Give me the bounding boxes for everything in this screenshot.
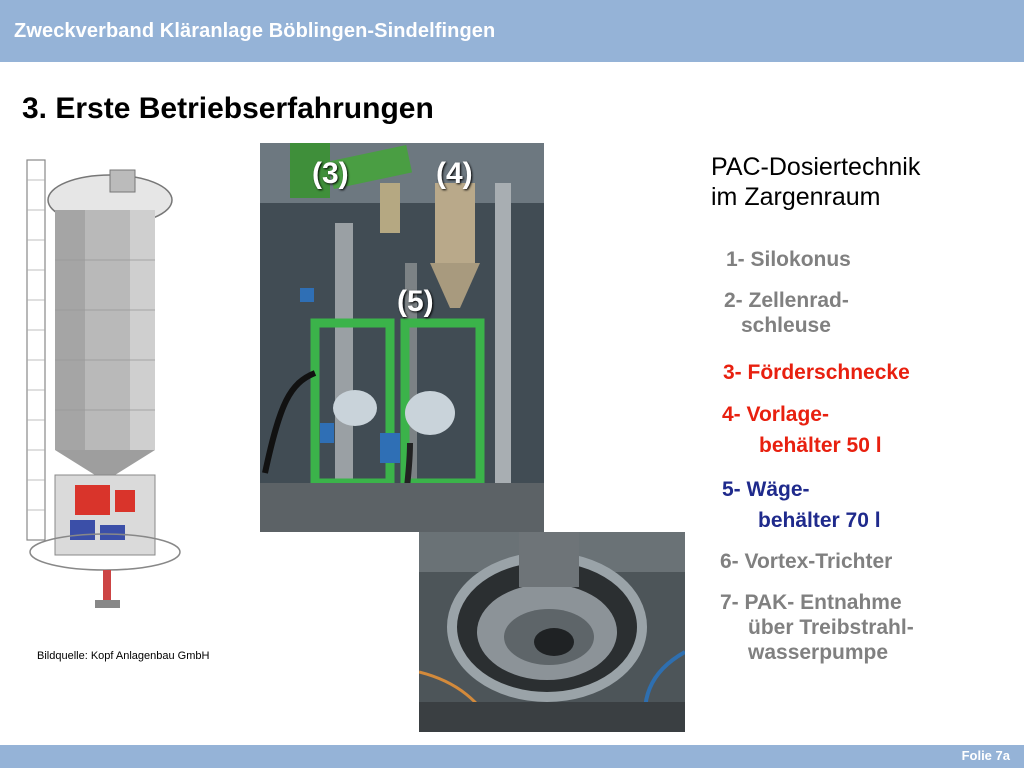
- right-panel-heading: [711, 152, 920, 212]
- legend-item-2-line1: 2- Zellenrad-: [724, 289, 849, 312]
- legend-item-7: [720, 590, 914, 665]
- legend-item-6: [720, 549, 892, 574]
- legend-item-6-text: 6- Vortex-Trichter: [720, 550, 893, 573]
- photo-label-4: (4): [436, 157, 473, 190]
- legend-item-2-line2: schleuse: [741, 314, 831, 337]
- photo-label-3: (3): [312, 157, 349, 190]
- legend-item-3-text: 3- Förderschnecke: [723, 361, 910, 384]
- legend-item-7-line3: wasserpumpe: [748, 641, 889, 664]
- legend-item-5: [722, 477, 881, 533]
- right-heading-line1: PAC-Dosiertechnik: [711, 153, 921, 181]
- image-source-caption: Bildquelle: Kopf Anlagenbau GmbH: [37, 650, 210, 662]
- header-title: Zweckverband Kläranlage Böblingen-Sindelfingen: [14, 20, 496, 42]
- legend-item-3: [723, 360, 910, 385]
- header-bar: [0, 0, 1024, 62]
- legend-item-7-line1: 7- PAK- Entnahme: [720, 591, 902, 614]
- legend-item-4-line1: 4- Vorlage-: [722, 403, 829, 426]
- legend-item-5-line1: 5- Wäge-: [722, 478, 810, 501]
- silo-rendering-image: [15, 140, 190, 615]
- dosing-equipment-photo: [260, 143, 544, 532]
- legend-item-7-line2: über Treibstrahl-: [748, 616, 914, 639]
- legend-item-1-text: 1- Silokonus: [726, 248, 851, 271]
- legend-item-4-line2: behälter 50 l: [759, 434, 882, 457]
- slide-number: Folie 7a: [961, 748, 1010, 763]
- legend-item-1: [726, 247, 851, 272]
- legend-item-4: [722, 402, 882, 458]
- vortex-funnel-photo: [419, 532, 685, 732]
- photo-label-5: (5): [397, 285, 434, 318]
- legend-item-5-line2: behälter 70 l: [758, 509, 881, 532]
- slide-title: 3. Erste Betriebserfahrungen: [22, 92, 434, 125]
- footer-bar: [0, 745, 1024, 768]
- right-heading-line2: im Zargenraum: [711, 183, 881, 211]
- legend-item-2: [724, 288, 849, 338]
